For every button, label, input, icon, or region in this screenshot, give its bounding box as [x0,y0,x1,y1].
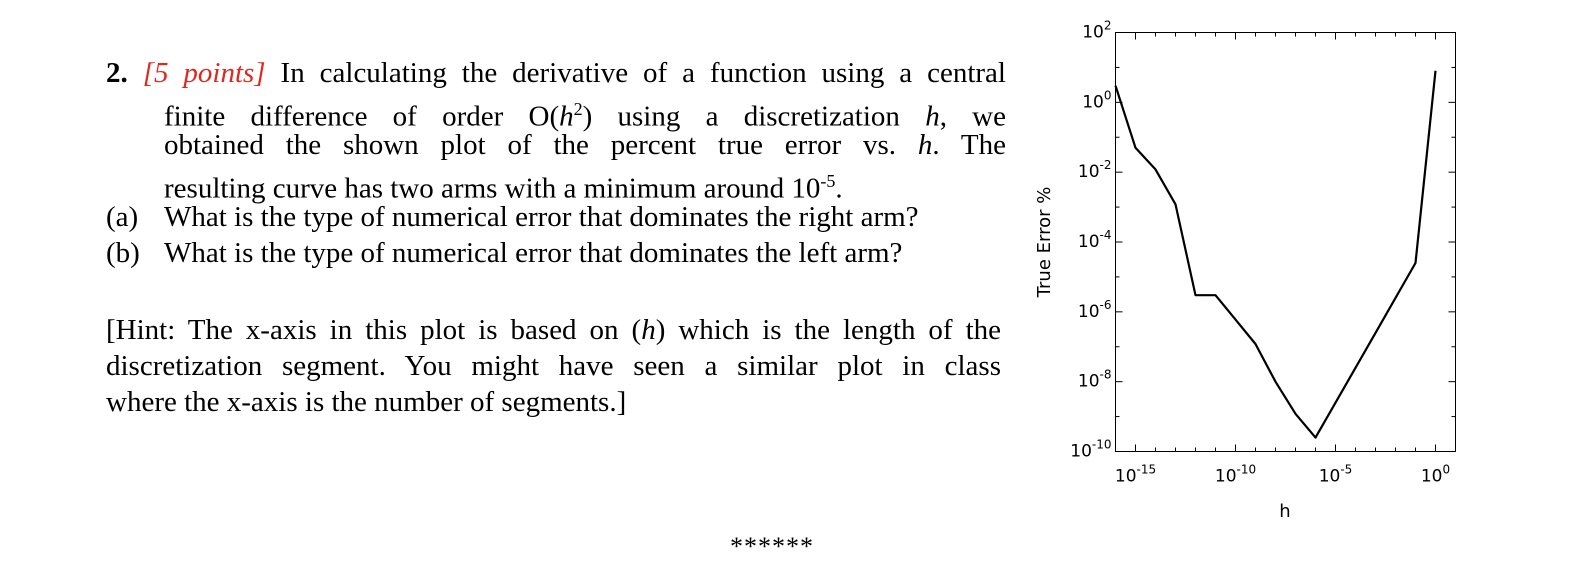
plot-frame [1116,33,1456,452]
part-b-label: (b) [106,237,140,269]
part-b [106,235,1006,271]
problem-line-4 [106,163,1006,205]
hint-line-2-text: discretization segment. You might have seen a similar plot in class [106,350,1001,382]
hint-line-3 [106,384,1001,420]
y-tick-label: $10^{-8}$ [1077,367,1112,392]
problem-line-2-text-c: , we [939,100,1006,133]
hint-line-1 [106,312,1001,348]
problem-line-4-text-b: . [835,172,843,205]
x-tick-label: $10^{-5}$ [1318,462,1353,487]
error-plot [1010,0,1510,554]
problem-number: 2. [106,57,128,89]
part-a-text: What is the type of numerical error that dominates the right arm? [164,201,919,233]
y-tick-label: $10^0$ [1082,88,1112,113]
variable-h: h [925,100,940,133]
problem-points: [5 points] [142,57,266,89]
exponent: 2 [573,99,583,119]
x-tick-labels [1115,463,1450,487]
exponent: -5 [820,171,836,191]
y-tick-label: $10^2$ [1082,18,1112,43]
hint-line-3-text: where the x-axis is the number of segments.] [106,386,627,418]
y-tick-label: $10^{-10}$ [1070,437,1112,462]
variable-h: h [641,314,656,346]
section-divider: ****** [730,532,814,561]
problem-line-2-text-b: ) using a discretization [582,100,900,133]
error-plot-svg [1010,0,1510,554]
x-tick-label: $10^{-10}$ [1214,462,1257,487]
y-axis-label: True Error % [1034,186,1055,298]
problem-line-3 [106,127,1006,163]
y-tick-labels [1070,19,1111,462]
y-tick-label: $10^{-2}$ [1077,158,1112,183]
hint-line-1-text-a: [Hint: The x-axis in this plot is based on ( [106,314,642,346]
part-b-text: What is the type of numerical error that dominates the left arm? [164,237,903,269]
x-tick-label: $10^{-15}$ [1114,462,1157,487]
problem-line-2 [106,91,1006,133]
x-axis-label: h [1279,501,1291,522]
problem-line-3-text-b: . The [932,129,1007,161]
hint-line-1-text-b: ) which is the length of the [655,314,1002,346]
problem-line-1-text: In calculating the derivative of a function using a central [280,57,1006,89]
y-tick-label: $10^{-4}$ [1077,228,1112,252]
y-tick-label: $10^{-6}$ [1077,297,1112,322]
problem-statement [106,55,1006,271]
x-tick-label: $10^0$ [1420,462,1451,487]
problem-line-1 [106,55,1006,91]
problem-line-3-text-a: obtained the shown plot of the percent true error vs. [164,129,897,161]
error-curve [1116,71,1436,438]
part-a [106,199,1006,235]
variable-h: h [559,100,574,133]
problem-line-4-text-a: resulting curve has two arms with a minimum around 10 [164,172,821,205]
variable-h: h [917,129,933,161]
problem-line-2-text-a: finite difference of order O( [164,100,560,133]
hint [106,312,1001,420]
tick-marks [1116,33,1456,452]
part-a-label: (a) [106,201,139,233]
hint-line-2 [106,348,1001,384]
